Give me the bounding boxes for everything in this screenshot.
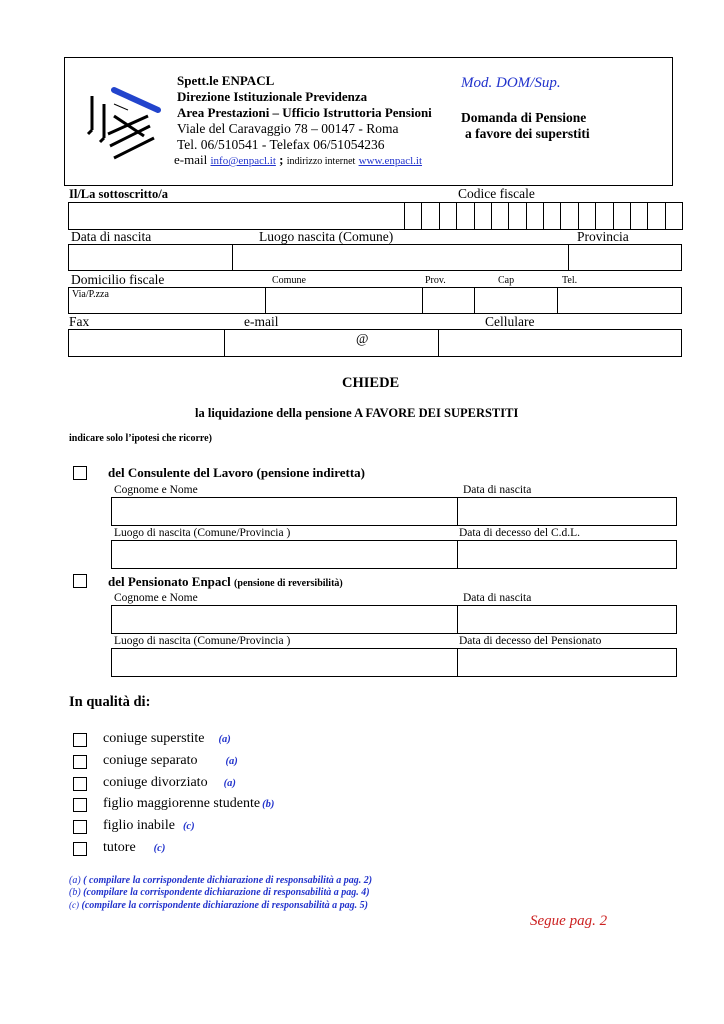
- option1-name-label: Cognome e Nome: [114, 484, 198, 496]
- capacity-item-1: [103, 731, 231, 747]
- capacity-item-4: [103, 796, 274, 812]
- mobile-label: Cellulare: [485, 314, 535, 329]
- footnote-a-text: ( compilare la corrispondente dichiarazione di responsabilità a pag. 2): [83, 875, 373, 886]
- option2-birth-date-label: Data di nascita: [463, 592, 532, 604]
- request-subtitle: la liquidazione della pensione A FAVORE DEI SUPERSTITI: [195, 406, 519, 420]
- capacity-label-1: coniuge superstite: [103, 731, 205, 746]
- option2-label: [108, 574, 343, 590]
- tax-code-cell[interactable]: [456, 202, 474, 230]
- continue-note: Segue pag. 2: [530, 913, 608, 929]
- option2-name-label: Cognome e Nome: [114, 592, 198, 604]
- tax-code-cell[interactable]: [543, 202, 561, 230]
- option1-checkbox[interactable]: [73, 466, 87, 480]
- fax-field[interactable]: [68, 329, 225, 357]
- capacity-title: In qualità di:: [69, 694, 151, 710]
- footnote-b-ref: (b): [69, 887, 81, 898]
- tel-field[interactable]: [557, 287, 682, 314]
- addressee: Spett.le ENPACL: [177, 73, 275, 88]
- address: Viale del Caravaggio 78 – 00147 - Roma: [177, 121, 399, 136]
- email-field[interactable]: [224, 329, 439, 357]
- capacity-item-3: [103, 775, 236, 791]
- footnote-c-ref: (c): [69, 900, 79, 910]
- option2-label-main: del Pensionato Enpacl: [108, 574, 231, 589]
- fax-label: Fax: [69, 314, 90, 329]
- cap-field[interactable]: [474, 287, 558, 314]
- province-label: Provincia: [577, 229, 629, 244]
- model-code: Mod. DOM/Sup.: [461, 75, 561, 91]
- prov-field[interactable]: [422, 287, 475, 314]
- street-label: Via/P.zza: [72, 289, 109, 300]
- request-title: CHIEDE: [342, 375, 400, 391]
- province-field[interactable]: [568, 244, 682, 271]
- birth-place-label: Luogo nascita (Comune): [259, 229, 394, 244]
- capacity-checkbox-6[interactable]: [73, 842, 87, 856]
- at-sign: @: [356, 331, 369, 346]
- option1-birth-date-field[interactable]: [457, 497, 677, 526]
- capacity-label-2: coniuge separato: [103, 753, 198, 768]
- capacity-ref-1: (a): [218, 734, 231, 745]
- email-link[interactable]: info@enpacl.it: [210, 155, 276, 167]
- tax-code-cell[interactable]: [560, 202, 578, 230]
- birth-place-field[interactable]: [232, 244, 569, 271]
- tax-code-cell[interactable]: [474, 202, 492, 230]
- capacity-label-4: figlio maggiorenne studente: [103, 796, 261, 811]
- tax-code-cell[interactable]: [578, 202, 596, 230]
- option2-label-small: (pensione di reversibilità): [234, 578, 343, 589]
- phone: Tel. 06/510541 - Telefax 06/51054236: [177, 137, 385, 152]
- cap-label: Cap: [498, 275, 515, 286]
- tax-code-cell[interactable]: [595, 202, 613, 230]
- option2-death-date-field[interactable]: [457, 648, 677, 677]
- option1-birth-date-label: Data di nascita: [463, 484, 532, 496]
- capacity-checkbox-4[interactable]: [73, 798, 87, 812]
- capacity-ref-4: (b): [262, 799, 275, 810]
- tax-domicile-label: Domicilio fiscale: [71, 272, 165, 287]
- undersigned-field[interactable]: [68, 202, 405, 230]
- capacity-checkbox-1[interactable]: [73, 733, 87, 747]
- capacity-checkbox-5[interactable]: [73, 820, 87, 834]
- tax-code-cell[interactable]: [526, 202, 544, 230]
- option1-name-field[interactable]: [111, 497, 458, 526]
- tax-code-cell[interactable]: [404, 202, 422, 230]
- footnote-a: [69, 875, 372, 886]
- email-label: e-mail: [174, 152, 208, 167]
- capacity-item-5: [103, 818, 195, 834]
- separator: ;: [279, 152, 284, 167]
- option2-birth-date-field[interactable]: [457, 605, 677, 634]
- option1-death-date-label: Data di decesso del C.d.L.: [459, 527, 581, 539]
- email-field-label: e-mail: [244, 314, 279, 329]
- tax-code-cell[interactable]: [647, 202, 665, 230]
- prov-label: Prov.: [425, 275, 446, 286]
- footnote-c: [69, 900, 368, 911]
- footnote-b: [69, 887, 370, 898]
- capacity-checkbox-3[interactable]: [73, 777, 87, 791]
- tax-code-cell[interactable]: [613, 202, 631, 230]
- capacity-ref-2: (a): [225, 756, 238, 767]
- comune-label: Comune: [272, 275, 306, 286]
- tax-code-label: Codice fiscale: [458, 186, 535, 201]
- capacity-label-3: coniuge divorziato: [103, 775, 208, 790]
- web-label: indirizzo internet: [286, 156, 356, 167]
- option2-checkbox[interactable]: [73, 574, 87, 588]
- capacity-label-6: tutore: [103, 840, 136, 855]
- tax-code-cell[interactable]: [439, 202, 457, 230]
- option2-name-field[interactable]: [111, 605, 458, 634]
- tax-code-cell[interactable]: [421, 202, 439, 230]
- option2-birth-place-field[interactable]: [111, 648, 458, 677]
- doc-title-1: Domanda di Pensione: [461, 110, 587, 125]
- tax-code-cells[interactable]: [404, 202, 682, 230]
- capacity-item-6: [103, 840, 165, 856]
- option1-death-date-field[interactable]: [457, 540, 677, 569]
- tax-code-cell[interactable]: [665, 202, 683, 230]
- request-note: indicare solo l’ipotesi che ricorre): [69, 433, 212, 444]
- capacity-ref-6: (c): [153, 843, 166, 854]
- capacity-label-5: figlio inabile: [103, 818, 175, 833]
- area: Area Prestazioni – Ufficio Istruttoria Pensioni: [177, 105, 432, 120]
- tax-code-cell[interactable]: [491, 202, 509, 230]
- enpacl-logo: [86, 86, 166, 166]
- birth-date-field[interactable]: [68, 244, 233, 271]
- capacity-ref-5: (c): [182, 821, 195, 832]
- footnote-c-text: (compilare la corrispondente dichiarazione di responsabilità a pag. 5): [81, 900, 368, 911]
- option1-birth-place-label: Luogo di nascita (Comune/Provincia ): [114, 527, 291, 539]
- web-link[interactable]: www.enpacl.it: [358, 155, 423, 167]
- tax-code-cell[interactable]: [508, 202, 526, 230]
- comune-field[interactable]: [265, 287, 423, 314]
- tel-label: Tel.: [562, 275, 578, 286]
- capacity-checkbox-2[interactable]: [73, 755, 87, 769]
- contact-line: [174, 152, 422, 168]
- option2-birth-place-label: Luogo di nascita (Comune/Provincia ): [114, 635, 291, 647]
- capacity-item-2: [103, 753, 238, 769]
- option1-birth-place-field[interactable]: [111, 540, 458, 569]
- doc-title-2: a favore dei superstiti: [465, 126, 590, 141]
- birth-date-label: Data di nascita: [71, 229, 152, 244]
- undersigned-label: Il/La sottoscritto/a: [69, 187, 168, 201]
- option2-death-date-label: Data di decesso del Pensionato: [459, 635, 602, 647]
- direction: Direzione Istituzionale Previdenza: [177, 89, 368, 104]
- tax-code-cell[interactable]: [630, 202, 648, 230]
- capacity-ref-3: (a): [223, 778, 236, 789]
- footnote-a-ref: (a): [69, 875, 81, 886]
- footnote-b-text: (compilare la corrispondente dichiarazione di responsabilità a pag. 4): [83, 887, 370, 898]
- option1-label: del Consulente del Lavoro (pensione indiretta): [108, 465, 366, 480]
- mobile-field[interactable]: [438, 329, 682, 357]
